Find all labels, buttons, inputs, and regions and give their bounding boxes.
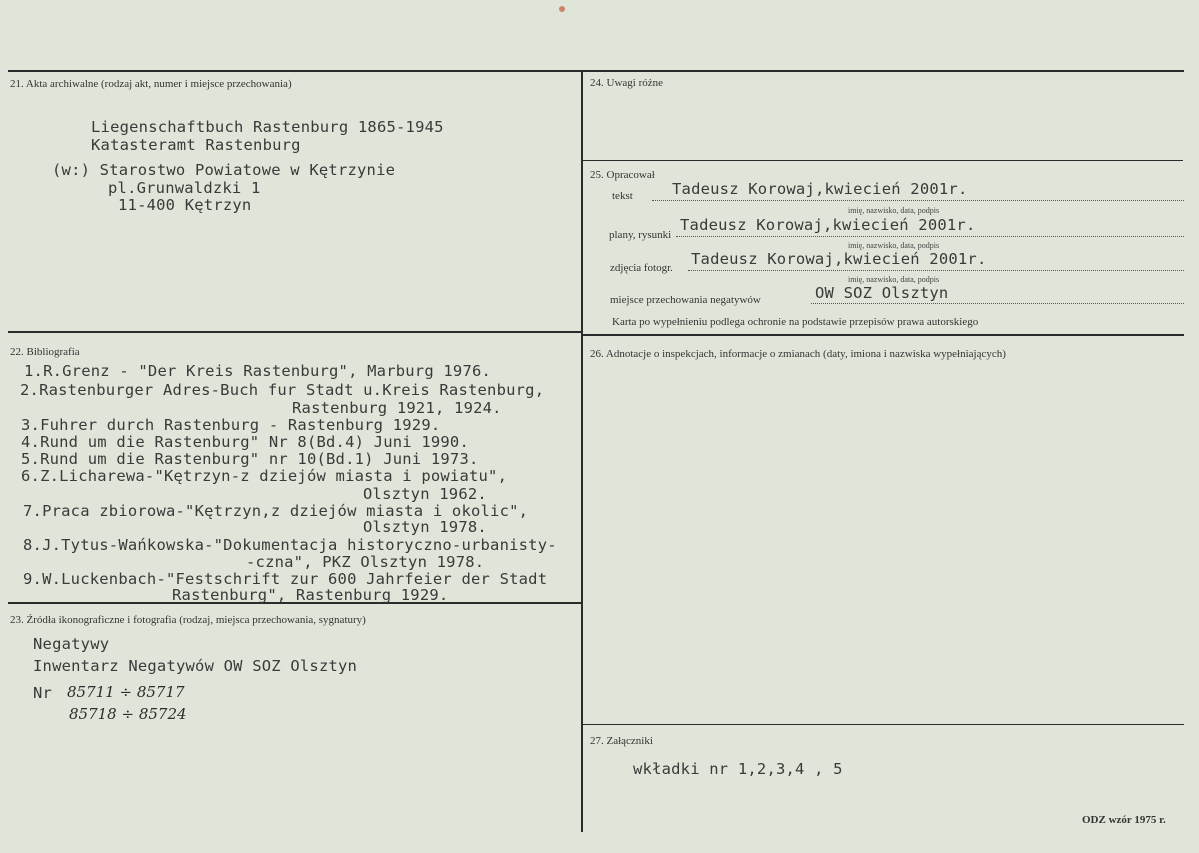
bibliography-line: 9.W.Luckenbach-"Festschrift zur 600 Jahrfeier der Stadt (23, 570, 548, 588)
rule-24-25 (583, 160, 1183, 161)
section26-label: 26. Adnotacje o inspekcjach, informacje o zmianach (daty, imiona i nazwiska wypełniających) (590, 348, 1006, 360)
photos-author-line (688, 270, 1184, 271)
photos-author-caption: imię, nazwisko, data, podpis (848, 275, 940, 284)
section27-label: 27. Załączniki (590, 735, 653, 747)
bibliography-line: Rastenburg", Rastenburg 1929. (172, 586, 449, 604)
section24-label: 24. Uwagi różne (590, 77, 664, 89)
drawings-author-value: Tadeusz Korowaj,kwiecień 2001r. (680, 216, 976, 234)
bibliography-line: 7.Praca zbiorowa-"Kętrzyn,z dziejów miasta i okolic", (23, 502, 529, 520)
text-author-label: tekst (612, 190, 633, 202)
rule-26-27 (583, 724, 1184, 725)
archival-line: Liegenschaftbuch Rastenburg 1865-1945 (91, 118, 444, 136)
bibliography-line: 5.Rund um die Rastenburg" nr 10(Bd.1) Juni 1973. (21, 450, 479, 468)
bibliography-line: Rastenburg 1921, 1924. (292, 399, 502, 417)
archival-line: (w:) Starostwo Powiatowe w Kętrzynie (52, 161, 396, 179)
iconography-line: Negatywy (33, 635, 110, 653)
handwritten-range: 85711 ÷ 85717 (67, 683, 185, 701)
copyright-note: Karta po wypełnieniu podlega ochronie na podstawie przepisów prawa autorskiego (612, 316, 979, 328)
archival-line: pl.Grunwaldzki 1 (108, 179, 261, 197)
handwritten-range: 85718 ÷ 85724 (69, 705, 187, 723)
section21-label: 21. Akta archiwalne (rodzaj akt, numer i miejsce przechowania) (10, 78, 292, 90)
bibliography-line: 1.R.Grenz - "Der Kreis Rastenburg", Marburg 1976. (24, 362, 492, 380)
bibliography-line: Olsztyn 1962. (363, 485, 487, 503)
text-author-value: Tadeusz Korowaj,kwiecień 2001r. (672, 180, 968, 198)
section22-label: 22. Bibliografia (10, 346, 80, 358)
negatives-location-value: OW SOZ Olsztyn (815, 284, 949, 302)
bibliography-line: -czna", PKZ Olsztyn 1978. (246, 553, 485, 571)
bibliography-line: 6.Z.Licharewa-"Kętrzyn-z dziejów miasta i powiatu", (21, 467, 508, 485)
text-author-line (652, 200, 1184, 201)
iconography-line: Inwentarz Negatywów OW SOZ Olsztyn (33, 657, 358, 675)
archival-line: Katasteramt Rastenburg (91, 136, 301, 154)
top-rule (8, 70, 1184, 72)
negatives-location-label: miejsce przechowania negatywów (610, 294, 761, 306)
attachments-value: wkładki nr 1,2,3,4 , 5 (633, 760, 843, 778)
vertical-divider (581, 70, 583, 832)
bibliography-line: 8.J.Tytus-Wańkowska-"Dokumentacja historyczno-urbanisty- (23, 536, 557, 554)
pin-mark (559, 6, 565, 12)
form-id: ODZ wzór 1975 r. (1082, 814, 1166, 826)
nr-label: Nr (33, 684, 53, 702)
rule-25-26 (583, 334, 1184, 336)
section25-label: 25. Opracował (590, 169, 655, 181)
drawings-author-caption: imię, nazwisko, data, podpis (848, 241, 940, 250)
photos-author-label: zdjęcia fotogr. (610, 262, 673, 274)
drawings-author-label: plany, rysunki (609, 229, 672, 241)
photos-author-value: Tadeusz Korowaj,kwiecień 2001r. (691, 250, 987, 268)
section23-label: 23. Źródła ikonograficzne i fotografia (rodzaj, miejsca przechowania, sygnatury) (10, 614, 366, 626)
negatives-location-line (811, 303, 1184, 304)
bibliography-line: Olsztyn 1978. (363, 518, 487, 536)
drawings-author-line (676, 236, 1184, 237)
bibliography-line: 4.Rund um die Rastenburg" Nr 8(Bd.4) Juni 1990. (21, 433, 469, 451)
archival-line: 11-400 Kętrzyn (118, 196, 252, 214)
text-author-caption: imię, nazwisko, data, podpis (848, 206, 940, 215)
bibliography-line: 2.Rastenburger Adres-Buch fur Stadt u.Kreis Rastenburg, (20, 381, 545, 399)
bibliography-line: 3.Fuhrer durch Rastenburg - Rastenburg 1929. (21, 416, 441, 434)
rule-21-22 (8, 331, 581, 333)
